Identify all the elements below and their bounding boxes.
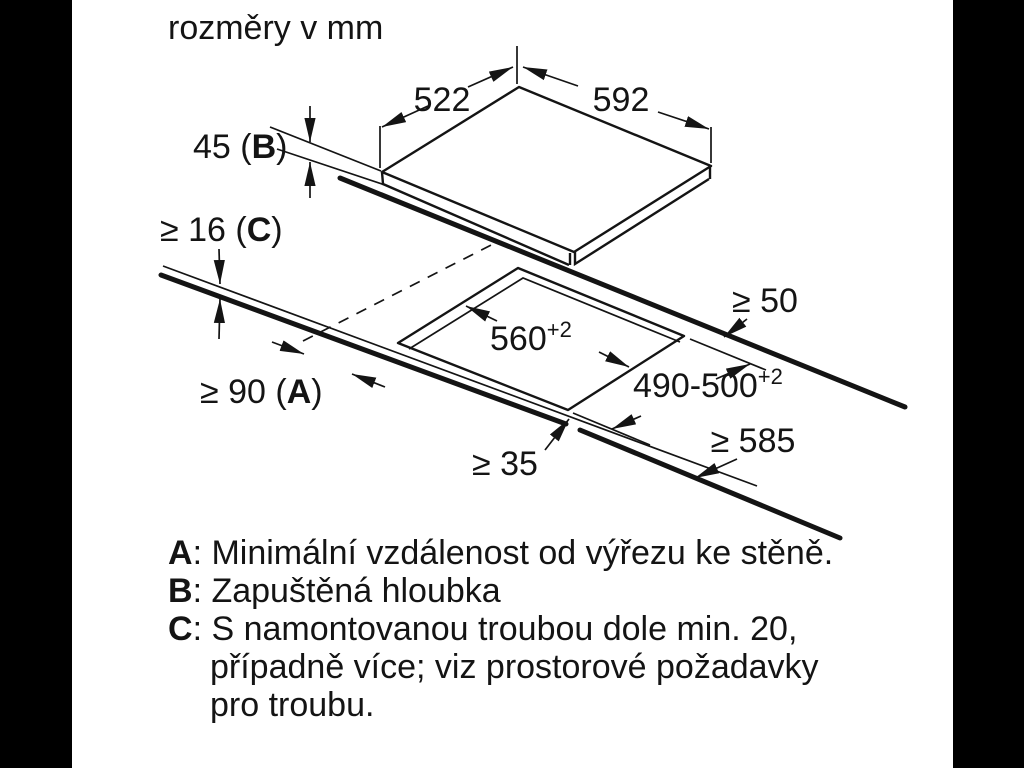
dimension-label-45B: 45 (B) <box>193 128 288 166</box>
legend <box>168 534 888 724</box>
legend-text-C-line3: pro troubu. <box>210 686 375 724</box>
legend-item-B <box>168 572 888 610</box>
dimension-label-490-500: $490-500^{+2}$ <box>633 364 783 405</box>
legend-text-A: : Minimální vzdálenost od výřezu ke stěně. <box>192 534 834 572</box>
legend-text-C: : S namontovanou troubou dole min. 20, <box>192 610 798 648</box>
legend-term-A: A <box>168 534 193 572</box>
legend-text-C-line2: případně více; viz prostorové požadavky <box>210 648 819 686</box>
dimension-label-90A: ≥ 90 (A) <box>200 373 323 411</box>
dimension-label-592: 592 <box>592 81 650 119</box>
dimension-50 <box>724 282 798 337</box>
dimension-label-50: ≥ 50 <box>732 282 798 320</box>
legend-item-C <box>168 610 888 648</box>
page-title: rozměry v mm <box>168 9 384 47</box>
dimension-522 <box>380 46 517 168</box>
dimension-592 <box>523 67 711 163</box>
legend-item-A <box>168 534 888 572</box>
dimension-label-16C: ≥ 16 (C) <box>160 211 283 249</box>
legend-term-B: B <box>168 572 193 610</box>
dimension-90-A <box>200 342 385 411</box>
dimension-585 <box>695 422 795 478</box>
legend-text-B: : Zapuštěná hloubka <box>192 572 501 610</box>
dimension-35 <box>472 419 569 483</box>
dimension-16-C <box>160 211 283 339</box>
dimension-label-585: ≥ 585 <box>710 422 796 460</box>
dimension-label-35: ≥ 35 <box>472 445 538 483</box>
legend-term-C: C <box>168 610 193 648</box>
wall-dashed-line <box>303 241 499 341</box>
dimension-label-560: $560^{+2}$ <box>490 317 572 358</box>
dimension-label-522: 522 <box>413 81 471 119</box>
dimension-560 <box>466 306 629 367</box>
